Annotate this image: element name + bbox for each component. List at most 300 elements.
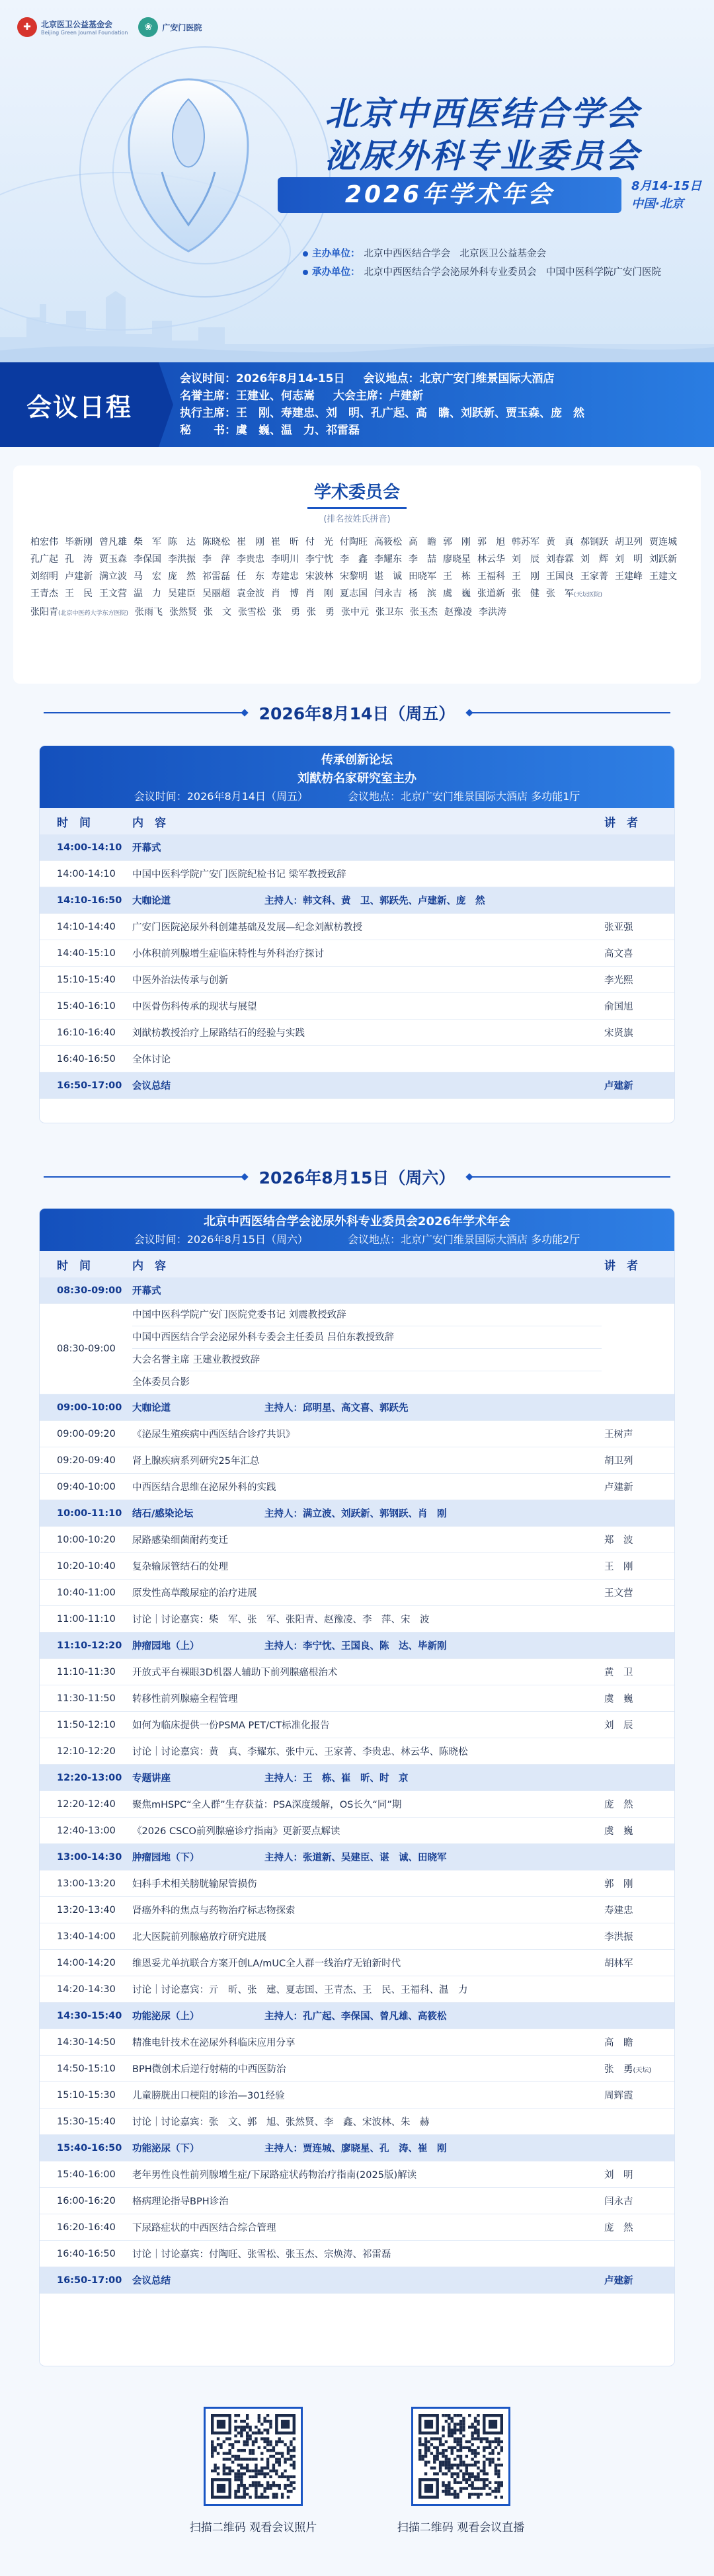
qr-finder [424,2484,433,2493]
qr-module [456,2443,459,2446]
qr-module [234,2472,237,2475]
qr-module [500,2464,503,2466]
qr-module [495,2487,497,2489]
committee-member [512,551,539,568]
bullet-icon [303,251,308,257]
qr-module [228,2458,231,2460]
qr-module [225,2466,228,2469]
qr-module [477,2423,479,2425]
qr-module [284,2443,286,2446]
row-content [126,1982,602,1996]
qr-module [451,2493,454,2495]
qr-module [477,2437,479,2440]
qr-module [477,2461,479,2464]
qr-module [497,2452,500,2454]
qr-module [454,2496,456,2499]
committee-member [305,585,333,602]
divider [44,712,242,713]
row-time: 11:10-11:30 [57,1666,116,1677]
speaker-name: 王树声 [604,1429,633,1440]
member-name: 高 瞻 [409,537,436,547]
qr-module [451,2464,454,2466]
qr-finder [281,2420,290,2429]
day1-place [348,788,580,805]
qr-module [454,2481,456,2484]
qr-module [284,2475,286,2478]
qr-module [249,2437,251,2440]
qr-module [442,2472,444,2475]
committee-member [615,568,643,585]
committee-member [374,551,402,568]
qr-module [284,2458,286,2460]
qr-module [249,2429,251,2431]
qr-module [225,2452,228,2454]
qr-module [442,2443,444,2446]
qr-module [260,2452,263,2454]
member-name: 卢建新 [65,571,93,582]
committee-member [477,534,505,551]
row-content [126,1665,602,1679]
spacer [315,387,333,405]
committee-member [30,551,58,568]
qr-module [255,2440,257,2443]
qr-module [497,2475,500,2478]
row-time: 12:40-13:00 [57,1825,116,1836]
segment-name: 会议总结 [132,2276,171,2286]
qr-module [448,2458,450,2460]
qr-module [266,2431,269,2434]
row-speaker [602,2035,674,2049]
qr-module [260,2472,263,2475]
qr-module [427,2461,430,2464]
row-speaker [602,946,674,960]
qr-module [454,2426,456,2429]
qr-module [249,2458,251,2460]
committee-member [305,568,333,585]
qr-module [255,2426,257,2429]
year-title-banner [278,177,621,213]
schedule-key: 秘 书： [180,424,236,437]
agenda-row [40,1659,674,1685]
member-name: 任 东 [237,571,264,582]
qr-module [483,2487,485,2489]
row-speaker [602,2088,674,2102]
qr-module [483,2481,485,2484]
qr-module [465,2478,468,2481]
qr-module [424,2452,427,2454]
qr-code-icon [211,2414,296,2499]
qr-module [240,2472,243,2475]
talk-title: 讨论｜讨论嘉宾：黄 真、李耀东、张中元、王家菁、李贵忠、林云华、陈晓松 [132,1747,468,1757]
talk-title: 肾上腺疾病系列研究25年汇总 [132,1456,260,1467]
qr-module [468,2493,471,2495]
qr-module [445,2466,448,2469]
committee-member [580,534,608,551]
qr-module [459,2429,462,2431]
member-name: 宋波林 [305,571,333,582]
qr-module [234,2414,237,2417]
row-content [126,2247,602,2261]
row-time: 12:20-13:00 [57,1772,122,1783]
qr-module [445,2458,448,2460]
committee-member [202,585,230,602]
member-name: 韩苏军 [512,537,539,547]
qr-module [445,2464,448,2466]
qr-module [442,2455,444,2458]
hero-date: 8月14-15日 [631,179,702,193]
qr-module [219,2446,222,2449]
committee-member [271,568,299,585]
qr-module [293,2437,296,2440]
qr-module [249,2470,251,2472]
member-name: 谌 诚 [374,571,402,582]
qr-module [468,2478,471,2481]
qr-module [489,2446,491,2449]
qr-module [474,2464,477,2466]
qr-module [258,2481,260,2484]
agenda-row [40,993,674,1020]
qr-code-photos[interactable] [204,2407,303,2506]
moderators: 主持人：满立波、刘跃新、郭钢跃、肖 刚 [264,1509,447,1519]
speaker-name: 虞 巍 [604,1694,633,1705]
qr-module [480,2478,483,2481]
committee-member [202,534,230,551]
schedule-value: 2026年8月14-15日 [236,372,345,385]
row-speaker [602,1929,674,1943]
member-name: 王文营 [99,588,127,599]
qr-module [260,2484,263,2487]
qr-caption-photos: 扫描二维码 观看会议照片 [189,2521,317,2534]
qr-module [237,2472,240,2475]
qr-module [486,2446,489,2449]
row-speaker [602,999,674,1013]
member-name: 柏宏伟 [30,537,58,547]
qr-module [228,2443,231,2446]
qr-module [483,2464,485,2466]
opening-item: 大会名誉主席 王建业教授致辞 [132,1349,602,1371]
col-time-header: 时 间 [57,1259,91,1273]
moderators: 主持人：韩文科、黄 卫、郭跃先、卢建新、庞 然 [264,896,485,906]
qr-module [497,2440,500,2443]
qr-module [237,2496,240,2499]
qr-module [497,2484,500,2487]
row-time: 14:00-14:10 [57,842,122,853]
moderators: 主持人：邱明星、高文喜、郭跃先 [264,1403,409,1414]
committee-member [443,585,471,602]
qr-module [433,2472,436,2475]
qr-module [448,2446,450,2449]
qr-module [225,2458,228,2460]
member-name: 曾凡雄 [99,537,127,547]
qr-module [237,2487,240,2489]
qr-module [474,2475,477,2478]
member-name: 刘 辉 [580,554,608,565]
talk-title: 如何为临床提供一份PSMA PET/CT标准化报告 [132,1720,330,1731]
qr-module [249,2484,251,2487]
talk-title: 北大医院前列腺癌放疗研究进展 [132,1932,266,1943]
qr-module [427,2449,430,2452]
member-name: 刘春霖 [546,554,574,565]
qr-module [495,2496,497,2499]
row-content [126,1586,602,1599]
row-content [126,1956,602,1970]
row-time: 09:00-10:00 [57,1402,122,1413]
qr-module [442,2414,444,2417]
qr-module [258,2470,260,2472]
qr-module [456,2429,459,2431]
title-line-1: 北京中西医结合学会 [325,95,641,133]
segment-row [40,1844,674,1871]
qr-module [430,2437,433,2440]
qr-module [483,2437,485,2440]
qr-module [427,2446,430,2449]
day2-place [348,1231,580,1248]
qr-module [252,2449,255,2452]
committee-member [409,585,436,602]
qr-module [465,2440,468,2443]
segment-name: 结石/感染论坛 [132,1509,194,1519]
qr-module [474,2455,477,2458]
day2-meta [40,1231,674,1248]
qr-module [214,2464,216,2466]
row-content [126,893,602,907]
talk-title: 广安门医院泌尿外科创建基础及发展—纪念刘猷枋教授 [132,922,362,933]
foundation-logo-icon: ✚ [17,17,37,37]
committee-member [65,568,93,585]
qr-module [290,2458,292,2460]
speaker-name: 郭 刚 [604,1879,633,1890]
qr-module [442,2464,444,2466]
qr-module [483,2478,485,2481]
member-note: (北京中医药大学东方医院) [58,610,129,617]
qr-module [234,2426,237,2429]
member-name: 闫永吉 [374,588,402,599]
hospital-logo-icon: ❀ [138,17,158,37]
qr-module [445,2484,448,2487]
qr-module [243,2496,246,2499]
row-time: 14:10-14:40 [57,921,116,932]
member-name: 肖 博 [271,588,299,599]
member-name: 柴 军 [134,537,161,547]
member-name: 孔广起 [30,554,58,565]
member-name: 李 喆 [409,554,436,565]
row-time: 14:00-14:20 [57,1957,116,1968]
qr-module [260,2431,263,2434]
qr-module [240,2435,243,2437]
qr-module [255,2490,257,2493]
schedule-line [180,387,584,405]
qr-module [275,2461,278,2464]
qr-module [272,2464,275,2466]
committee-member [340,534,368,551]
qr-module [278,2487,281,2489]
qr-module [293,2464,296,2466]
qr-module [234,2490,237,2493]
qr-module [240,2496,243,2499]
qr-module [243,2420,246,2423]
qr-module [272,2496,275,2499]
committee-member [512,568,539,585]
qr-module [287,2475,290,2478]
qr-module [269,2423,272,2425]
qr-module [459,2426,462,2429]
day1-session-block [40,746,674,1123]
row-content [126,867,602,881]
qr-module [234,2429,237,2431]
qr-module [272,2484,275,2487]
speaker-name: 张亚强 [604,922,633,933]
qr-module [246,2470,249,2472]
row-speaker [602,1718,674,1732]
qr-module [240,2429,243,2431]
qr-module [255,2493,257,2495]
member-name: 张玉杰 [410,607,438,618]
qr-module [436,2452,438,2454]
qr-module [495,2481,497,2484]
schedule-value: 卢建新 [389,389,423,403]
row-speaker [602,1427,674,1441]
qr-module [293,2446,296,2449]
qr-module [237,2455,240,2458]
qr-module [266,2466,269,2469]
talk-title: 下尿路症状的中西医结合综合管理 [132,2223,276,2234]
logo-bar [17,17,202,37]
qr-module [459,2464,462,2466]
row-content [126,1929,602,1943]
qr-module [246,2437,249,2440]
member-name: 庞 然 [168,571,196,582]
qr-module [451,2446,454,2449]
qr-module [424,2461,427,2464]
qr-module [456,2414,459,2417]
col-time-header: 时 间 [57,816,91,830]
qr-module [243,2472,246,2475]
qr-module [240,2449,243,2452]
qr-module [462,2464,465,2466]
talk-title: 讨论｜讨论嘉宾：亓 昕、张 建、夏志国、王青杰、王 民、王福科、温 力 [132,1985,468,1995]
qr-module [234,2455,237,2458]
row-time: 15:30-15:40 [57,2116,116,2127]
qr-module [448,2481,450,2484]
qr-module [489,2458,491,2460]
day2-header [0,1164,714,1190]
qr-module [284,2484,286,2487]
row-speaker [602,2273,674,2287]
row-time: 16:20-16:40 [57,2222,116,2233]
qr-module [275,2440,278,2443]
divider [44,1176,242,1178]
speaker-name: 闫永吉 [604,2196,633,2207]
member-name: 高筱松 [374,537,402,547]
row-content [126,2220,602,2234]
member-name: 王 刚 [512,571,539,582]
qr-module [489,2452,491,2454]
moderators: 主持人：孔广起、李保国、曾凡雄、高筱松 [264,2011,447,2022]
row-time: 08:30-09:00 [57,1344,116,1354]
qr-module [237,2478,240,2481]
qr-module [462,2417,465,2419]
committee-member [409,568,436,585]
hero-banner [0,0,714,362]
talk-title: 格病理论指导BPH诊治 [132,2196,229,2207]
agenda-row [40,2109,674,2135]
qr-module [418,2458,421,2460]
kidney-emblem-icon [116,73,261,258]
talk-title: 讨论｜讨论嘉宾：张 文、郭 旭、张然贤、李 鑫、宋波林、朱 赫 [132,2117,430,2128]
qr-module [424,2472,427,2475]
agenda-row [40,1976,674,2003]
qr-module [448,2417,450,2419]
qr-module [456,2472,459,2475]
qr-module [456,2475,459,2478]
qr-module [495,2490,497,2493]
qr-module [275,2484,278,2487]
qr-module [495,2437,497,2440]
qr-module [497,2487,500,2489]
committee-subtitle: (排名按姓氏拼音) [323,514,391,524]
qr-module [266,2414,269,2417]
qr-module [255,2470,257,2472]
qr-module [477,2478,479,2481]
row-content [126,1850,602,1864]
qr-module [237,2475,240,2478]
title-line-2: 泌尿外科专业委员会 [325,137,641,175]
qr-module [275,2443,278,2446]
schedule-info [180,370,584,439]
talk-title: 肾癌外科的焦点与药物治疗标志物探索 [132,1906,296,1916]
row-time: 14:50-15:10 [57,2063,116,2074]
spacer [345,370,364,387]
qr-module [477,2466,479,2469]
committee-member [443,551,471,568]
qr-module [266,2449,269,2452]
qr-module [240,2420,243,2423]
qr-module [471,2437,473,2440]
row-content [126,1026,602,1039]
committee-member [410,604,438,621]
host-label: 主办单位： [312,249,360,259]
schedule-value: 王 刚、寿建忠、刘 明、孔广起、高 瞻、刘跃新、贾玉森、庞 然 [236,407,584,420]
committee-member [237,534,264,551]
row-content [126,1052,602,1066]
committee-member [99,568,127,585]
member-name: 张阳青 [30,607,58,618]
qr-module [474,2461,477,2464]
qr-module [269,2420,272,2423]
row-content [126,2062,602,2075]
agenda-row [40,2241,674,2267]
qr-module [495,2466,497,2469]
qr-module [454,2472,456,2475]
qr-module [462,2478,465,2481]
qr-module [266,2496,269,2499]
talk-title: 妇科手术相关膀胱输尿管损伤 [132,1879,257,1890]
qr-module [436,2446,438,2449]
qr-module [486,2440,489,2443]
row-time: 08:30-09:00 [57,1285,122,1296]
row-time: 14:30-14:50 [57,2036,116,2048]
qr-code-live[interactable] [411,2407,510,2506]
agenda-row [40,1818,674,1844]
row-time: 14:40-15:10 [57,947,116,959]
qr-module [269,2455,272,2458]
speaker-name: 俞国旭 [604,1002,633,1012]
qr-module [223,2458,225,2460]
member-note: (天坛医院) [574,592,603,598]
qr-module [477,2431,479,2434]
segment-name: 大咖论道 [132,1403,171,1414]
row-time: 12:20-12:40 [57,1798,116,1810]
